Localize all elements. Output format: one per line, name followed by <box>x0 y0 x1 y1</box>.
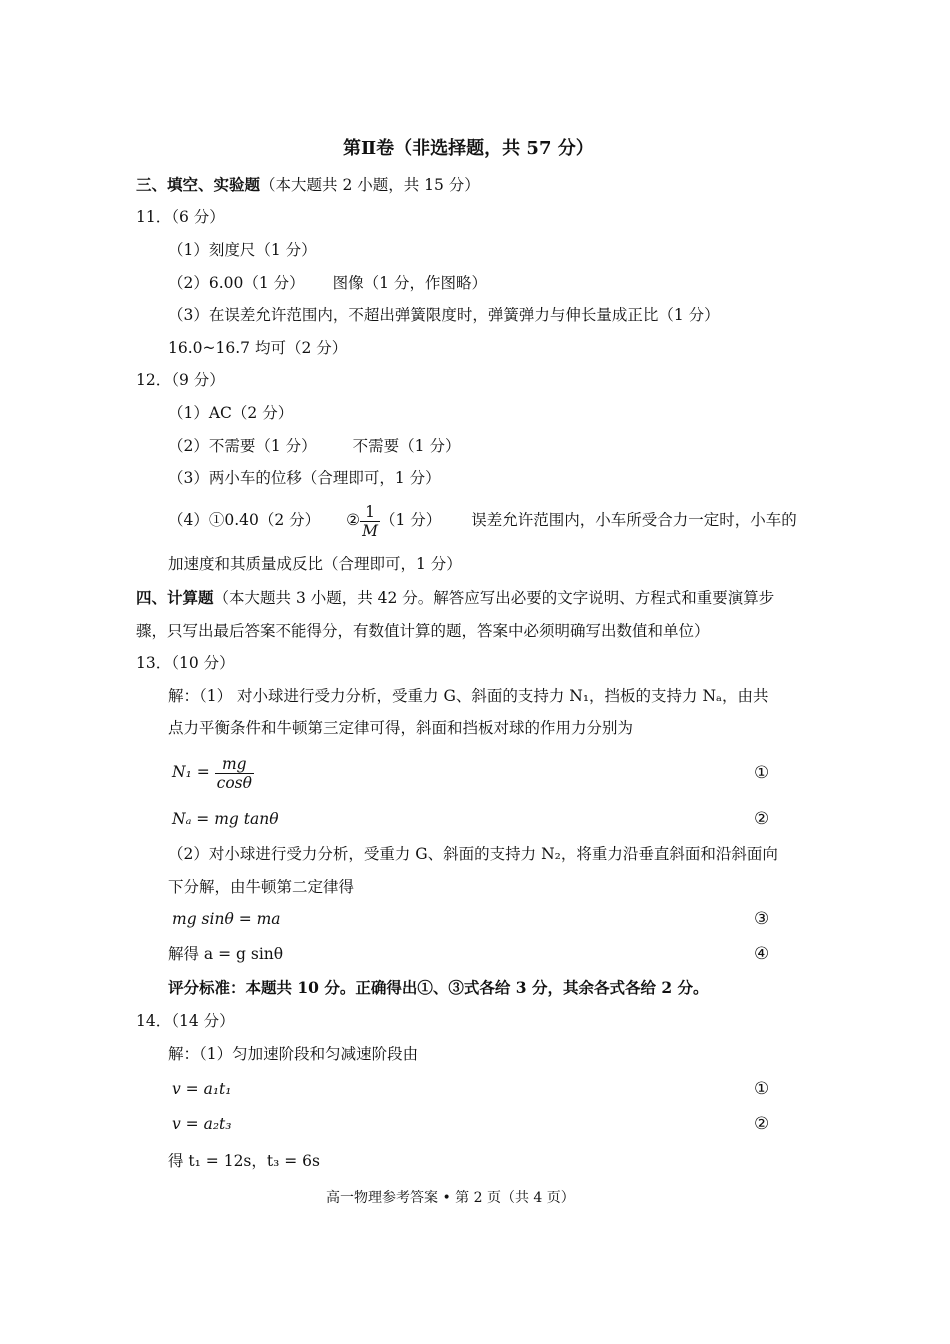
eq-mark-1: ① <box>754 763 770 783</box>
q14-eq2: v = a₂t₃ <box>172 1115 232 1133</box>
q11-part2 <box>168 272 487 294</box>
eq-mark-q14-1: ① <box>754 1079 770 1099</box>
q13-eq1-den: cosθ <box>216 773 252 792</box>
eq-mark-3: ③ <box>754 909 770 929</box>
q12-fraction-num: 1 <box>360 503 380 522</box>
q12-part4 <box>168 498 797 542</box>
q13-score: 评分标准：本题共 10 分。正确得出①、③式各给 3 分，其余各式各给 2 分。 <box>168 978 709 997</box>
q11-part3: （3）在误差允许范围内，不超出弹簧限度时，弹簧弹力与伸长量成正比（1 分） <box>168 306 720 324</box>
q11-part2a: （2）6.00（1 分） <box>168 274 305 292</box>
q13-eq1-lhs: N₁ = <box>172 763 210 781</box>
q13-eq2: Nₐ = mg tanθ <box>172 810 279 828</box>
q13-line2: 点力平衡条件和牛顿第三定律可得，斜面和挡板对球的作用力分别为 <box>168 719 634 737</box>
page-footer: 高一物理参考答案 • 第 2 页（共 4 页） <box>326 1190 575 1206</box>
page-title: 第Ⅱ卷（非选择题，共 57 分） <box>343 138 594 159</box>
q11-number: 11．（6 分） <box>136 208 225 226</box>
q13-number: 13．（10 分） <box>136 654 235 672</box>
section3-desc: （本大题共 2 小题，共 15 分） <box>260 176 480 194</box>
q14-line2: 得 t₁ = 12s，t₃ = 6s <box>168 1152 320 1170</box>
section4-heading <box>136 587 774 609</box>
eq-mark-2: ② <box>754 809 770 829</box>
q11-part4: 16.0~16.7 均可（2 分） <box>168 339 348 357</box>
eq-mark-4: ④ <box>754 944 770 964</box>
q12-part4d: 误差允许范围内，小车所受合力一定时，小车的 <box>471 511 797 529</box>
q13-eq1 <box>172 752 254 792</box>
q13-line1: 解：（1） 对小球进行受力分析，受重力 G、斜面的支持力 N₁，挡板的支持力 Nₐ，由共 <box>168 687 769 705</box>
q12-number: 12．（9 分） <box>136 371 225 389</box>
q12-part3: （3）两小车的位移（合理即可，1 分） <box>168 469 441 487</box>
q12-part2 <box>168 435 460 457</box>
eq-mark-q14-2: ② <box>754 1114 770 1134</box>
q11-part1: （1）刻度尺（1 分） <box>168 241 317 259</box>
section4-label: 四、计算题 <box>136 588 214 607</box>
q13-eq1-fraction <box>215 755 254 792</box>
q12-fraction <box>360 503 380 540</box>
q12-part5: 加速度和其质量成反比（合理即可，1 分） <box>168 555 462 573</box>
q12-part4a: （4）①0.40（2 分） <box>168 511 321 529</box>
q12-part2b: 不需要（1 分） <box>352 437 461 455</box>
q14-number: 14．（14 分） <box>136 1012 235 1030</box>
q13-line4: 下分解，由牛顿第二定律得 <box>168 878 355 896</box>
q14-line1: 解：（1）匀加速阶段和匀减速阶段由 <box>168 1045 419 1063</box>
section4-desc1: （本大题共 3 小题，共 42 分。解答应写出必要的文字说明、方程式和重要演算步 <box>213 589 775 607</box>
section4-desc2: 骤，只写出最后答案不能得分，有数值计算的题，答案中必须明确写出数值和单位） <box>136 622 710 640</box>
q13-line3: （2）对小球进行受力分析，受重力 G、斜面的支持力 N₂，将重力沿垂直斜面和沿斜面向 <box>168 845 778 863</box>
q12-part2a: （2）不需要（1 分） <box>168 437 317 455</box>
q13-eq3: mg sinθ = ma <box>172 910 281 928</box>
q13-eq4: 解得 a = g sinθ <box>168 945 284 963</box>
section3-heading <box>136 174 480 196</box>
q12-part4c: （1 分） <box>379 511 442 529</box>
q11-part2b: 图像（1 分，作图略） <box>332 274 487 292</box>
q13-eq1-num: mg <box>215 755 254 774</box>
q12-part4b: ② <box>346 511 361 529</box>
section3-label: 三、填空、实验题 <box>136 175 261 194</box>
q12-part1: （1）AC（2 分） <box>168 404 294 422</box>
q12-fraction-den: M <box>362 521 378 540</box>
q14-eq1: v = a₁t₁ <box>172 1080 232 1098</box>
